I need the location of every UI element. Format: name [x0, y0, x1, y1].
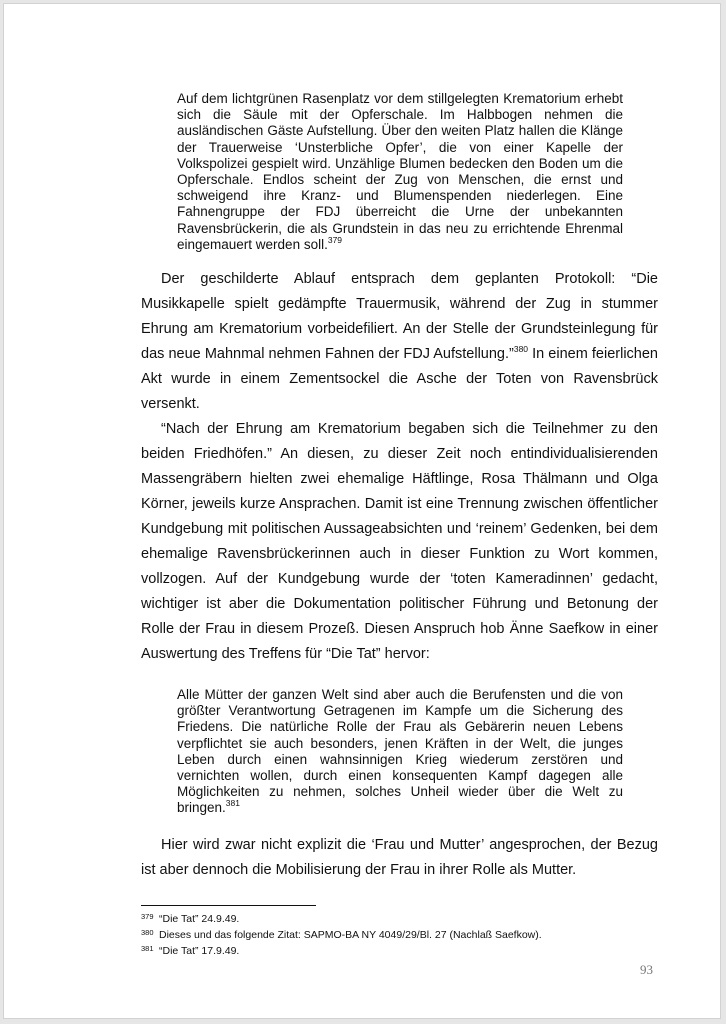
footnote-ref[interactable]: 379 — [327, 234, 343, 245]
footnote-text: “Die Tat” 17.9.49. — [159, 945, 240, 958]
paragraph-text: “Nach der Ehrung am Krematorium begaben sich die Teilnehmer zu den beiden Friedhöfen.” An diesen, zu dieser Zeit noch entindividualisierenden Massengräbern hielten zwei ehemalige Häftlinge, Rosa Thälmann und Olga Körner, jeweils kurze Ansprachen. Damit ist eine Trennung zwischen öffentlicher Kundgebung mit politischen Aussageabsichten und ‘reinem’ Gedenken, bei dem ehemalige Ravensbrückerinnen auch in dieser Funktion zu Wort kommen, vollzogen. Auf der Kundgebung wurde der ‘toten Kameradinnen’ gedacht, wichtiger ist aber die Dokumentation politischer Führung und Betonung der Rolle der Frau in diesem Prozeß. Diesen Anspruch hob Änne Saefkow in einer Auswertung des Treffens für “Die Tat” hervor: — [141, 421, 658, 663]
page-body — [141, 91, 658, 883]
paragraph-text: Hier wird zwar nicht explizit die ‘Frau und Mutter’ angesprochen, der Bezug ist aber dennoch die Mobilisierung der Frau in ihrer Rolle als Mutter. — [141, 836, 658, 878]
footnote-ref[interactable]: 381 — [225, 798, 240, 809]
footnote-number: 380 — [141, 928, 154, 938]
block-quote — [177, 687, 623, 817]
footnote-text: Dieses und das folgende Zitat: SAPMO-BA NY 4049/29/Bl. 27 (Nachlaß Saefkow). — [159, 929, 542, 942]
footnote-text: “Die Tat” 24.9.49. — [159, 913, 240, 925]
body-paragraph — [141, 417, 658, 667]
footnote-number: 379 — [141, 912, 154, 921]
block-quote — [177, 91, 623, 253]
footnotes — [141, 910, 661, 959]
footnote — [141, 942, 661, 958]
footnote-ref[interactable]: 380 — [513, 344, 529, 355]
footnote — [141, 910, 661, 926]
document-page — [3, 3, 721, 1019]
block-quote-text: Alle Mütter der ganzen Welt sind aber auch die Berufensten und die von größter Verantwortung Getragenen im Kampfe um die Sicherung des Friedens. Die natürliche Rolle der Frau als Gebärerin neuen Lebens verpflichtet sie auch besonders, jenen Kräften in der Welt, die junges Leben durch einen wahnsinnigen Krieg wiederum zerstören und vernichten wollen, durch einen konsequenten Kampf dagegen alle Möglichkeiten zu nehmen, solches Unheil wieder über die Welt zu bringen. — [177, 687, 623, 816]
block-quote-text: Auf dem lichtgrünen Rasenplatz vor dem stillgelegten Krematorium erhebt sich die Säule mit der Opferschale. Im Halbbogen nehmen die ausländischen Gäste Aufstellung. Über den weiten Platz hallen die Klänge der Trauerweise ‘Unsterbliche Opfer’, die von einer Kapelle der Volkspolizei gespielt wird. Unzählige Blumen bedecken den Boden um die Opferschale. Endlos scheint der Zug von Menschen, die ernst und schweigend ihre Kranz- und Blumenspenden niederlegen. Eine Fahnengruppe der FDJ überreicht die Urne der unbekannten Ravensbrückerin, die als Grundstein in das neu zu errichtende Ehrenmal eingemauert werden soll. — [177, 91, 623, 252]
page-number: 93 — [640, 962, 653, 977]
body-paragraph — [141, 833, 658, 883]
footnote — [141, 926, 661, 942]
paragraph-text: Der geschilderte Ablauf entsprach dem geplanten Protokoll: “Die Musikkapelle spielt gedämpfte Trauermusik, während der Zug in stummer Ehrung am Krematorium vorbeidefiliert. An der Stelle der Grundsteinlegung für das neue Mahnmal nehmen Fahnen der FDJ Aufstellung.” — [141, 271, 658, 363]
body-paragraph — [141, 267, 658, 417]
paragraph-text: In einem feierlichen Akt wurde in einem Zementsockel die Asche der Toten von Ravensbrück versenkt. — [141, 346, 658, 413]
footnote-separator — [141, 905, 316, 906]
footnote-number: 381 — [141, 944, 154, 954]
